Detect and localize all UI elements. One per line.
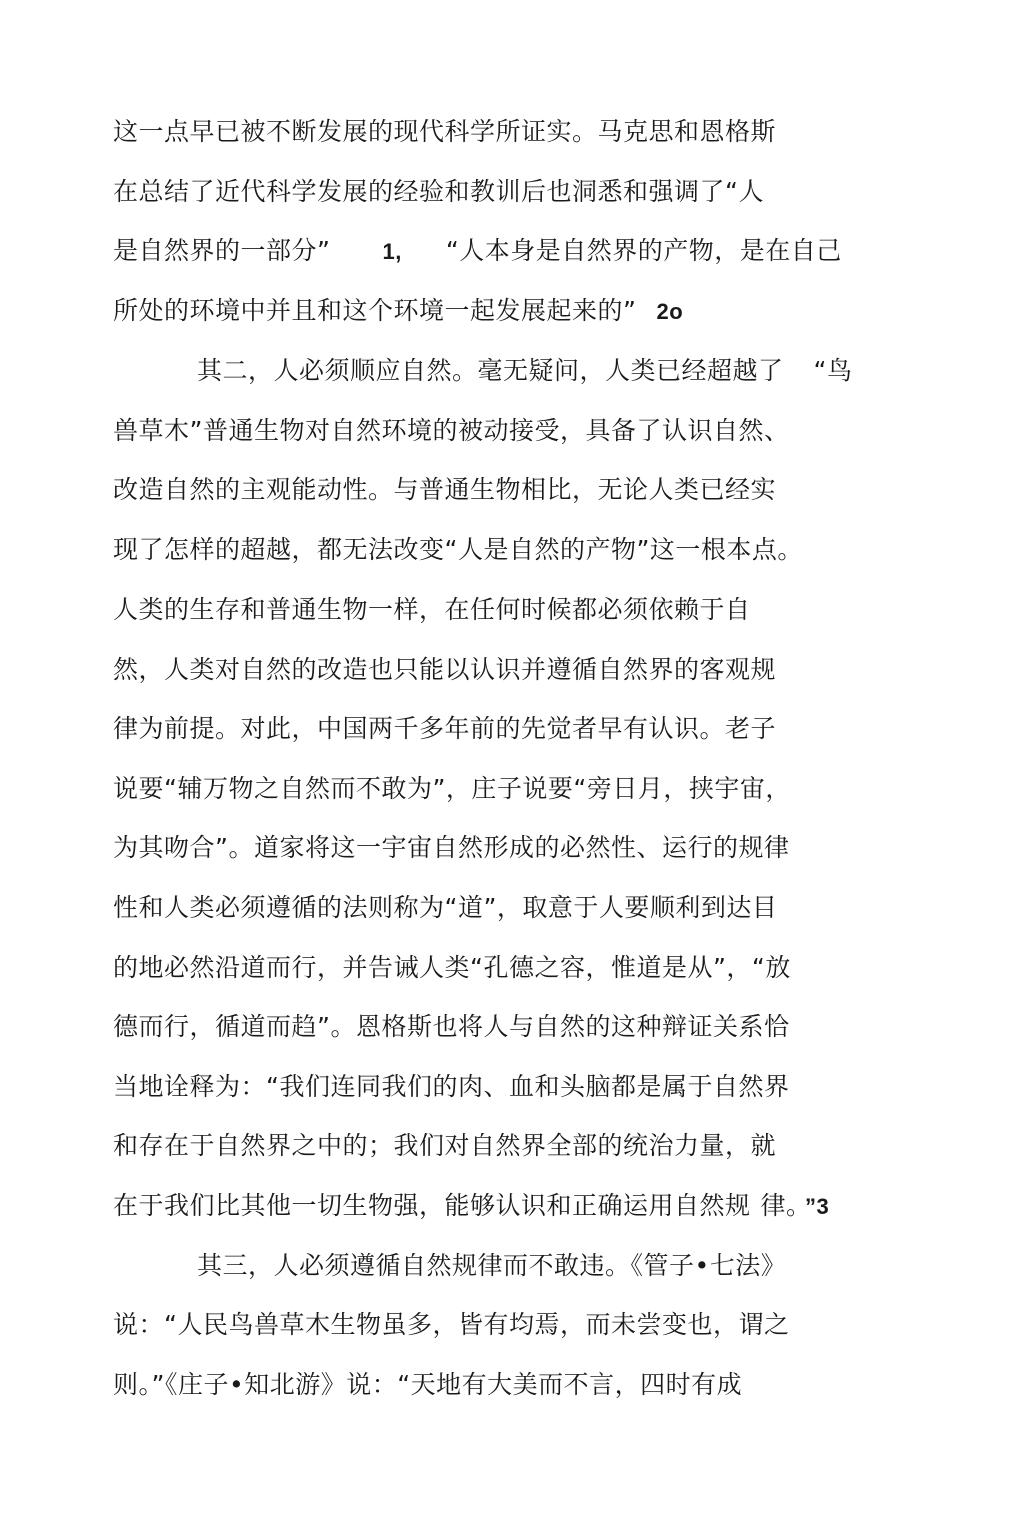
footnote-mark: 1,: [382, 239, 402, 264]
text-line: 说：“人民鸟兽草木生物虽多，皆有均焉，而未尝变也，谓之: [113, 1310, 790, 1339]
text-segment: 所处的环境中并且和这个环境一起发展起来的”: [113, 296, 637, 325]
text-line: 然，人类对自然的改造也只能以认识并遵循自然界的客观规: [113, 655, 777, 684]
text-line: 兽草木”普通生物对自然环境的被动接受，具备了认识自然、: [113, 416, 790, 445]
footnote-mark: ”3: [805, 1194, 830, 1219]
text-line: 为其吻合”。道家将这一宇宙自然形成的必然性、运行的规律: [113, 833, 790, 862]
text-line: [113, 295, 683, 328]
text-line: 和存在于自然界之中的；我们对自然界全部的统治力量，就: [113, 1131, 777, 1160]
text-segment: “鸟: [813, 356, 853, 385]
text-line: 则。”《庄子•知北游》说：“天地有大美而不言，四时有成: [113, 1370, 743, 1399]
text-line: [197, 355, 852, 387]
text-line: 德而行，循道而趋”。恩格斯也将人与自然的这种辩证关系恰: [113, 1012, 790, 1041]
text-line: 在总结了近代科学发展的经验和教训后也洞悉和强调了“人: [113, 177, 764, 206]
text-line: [113, 1190, 829, 1223]
text-segment: 是自然界的一部分”: [113, 236, 331, 265]
text-line: 性和人类必须遵循的法则称为“道”，取意于人要顺利到达目: [113, 893, 778, 922]
text-segment: 在于我们比其他一切生物强，能够认识和正确运用自然规: [113, 1191, 751, 1220]
text-line: 当地诠释为：“我们连同我们的肉、血和头脑都是属于自然界: [113, 1072, 790, 1101]
text-line: 律为前提。对此，中国两千多年前的先觉者早有认识。老子: [113, 714, 777, 743]
text-line: 改造自然的主观能动性。与普通生物相比，无论人类已经实: [113, 475, 777, 504]
text-segment: 其二，人必须顺应自然。毫无疑问，人类已经超越了: [197, 356, 784, 385]
text-line: 的地必然沿道而行，并告诫人类“孔德之容，惟道是从”，“放: [113, 953, 791, 982]
text-line: 人类的生存和普通生物一样，在任何时候都必须依赖于自: [113, 595, 751, 624]
text-line: 这一点早已被不断发展的现代科学所证实。马克思和恩格斯: [113, 117, 777, 146]
footnote-mark: 2o: [656, 299, 684, 324]
text-line: 现了怎样的超越，都无法改变“人是自然的产物”这一根本点。: [113, 535, 803, 564]
text-line: [113, 235, 842, 268]
text-segment: 律。: [760, 1191, 800, 1220]
text-line: 说要“辅万物之自然而不敢为”，庄子说要“旁日月，挟宇宙，: [113, 774, 791, 803]
text-segment: “人本身是自然界的产物，是在自己: [445, 236, 842, 265]
text-line: 其三，人必须遵循自然规律而不敢违。《管子•七法》: [197, 1251, 787, 1280]
